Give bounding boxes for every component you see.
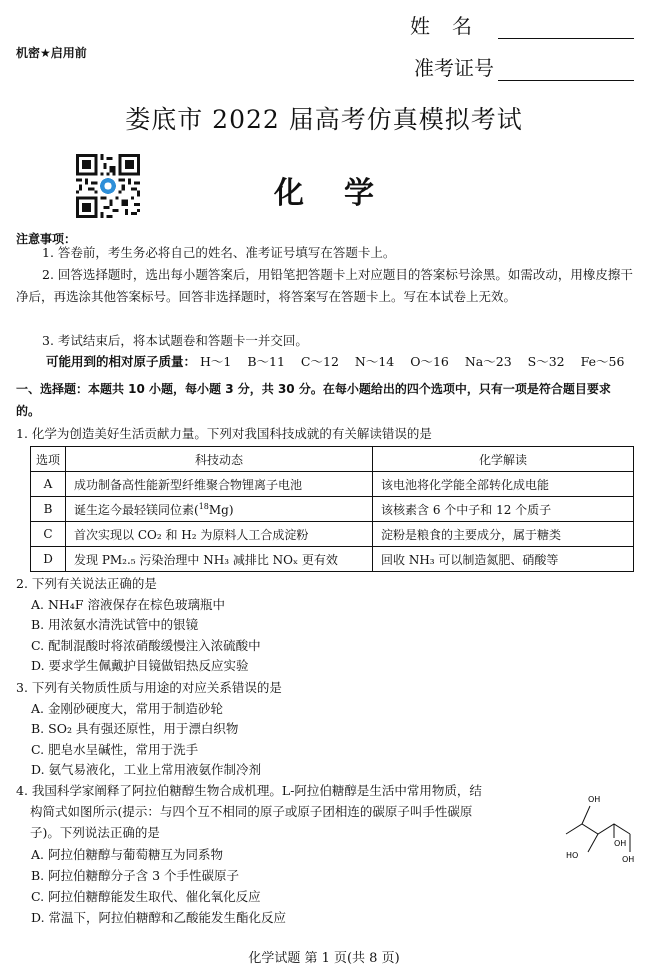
question-1-stem: 1. 化学为创造美好生活贡献力量。下列对我国科技成就的有关解读错误的是	[16, 426, 432, 441]
id-label: 准考证号	[414, 56, 494, 80]
question-2-option-d: D. 要求学生佩戴护目镜做铝热反应实验	[31, 658, 249, 673]
notice-item-3: 3. 考试结束后，将本试题卷和答题卡一并交回。	[42, 333, 308, 348]
table-tech	[66, 497, 373, 522]
section-1-heading: 一、选择题：本题共 10 小题，每小题 3 分，共 30 分。在每小题给出的四个选项中，只有一项是符合题目要求的。	[16, 382, 611, 418]
table-tech: 发现 PM₂.₅ 污染治理中 NH₃ 减排比 NOₓ 更有效	[66, 547, 373, 572]
exam-title: 娄底市 2022 届高考仿真模拟考试	[125, 105, 523, 134]
mass-c: C～12	[300, 354, 339, 369]
mol-oh-top: OH	[588, 795, 601, 804]
notice-heading: 注意事项：	[16, 232, 77, 246]
question-4-option-a: A. 阿拉伯糖醇与葡萄糖互为同系物	[31, 847, 223, 862]
atomic-masses-label: 可能用到的相对原子质量：	[46, 354, 197, 369]
mol-oh-bottom: OH	[622, 855, 635, 864]
atomic-masses	[46, 352, 636, 370]
notice-item-2: 2. 回答选择题时，选出每小题答案后，用铅笔把答题卡上对应题目的答案标号涂黑。如需改动，用橡皮擦干净后，再选涂其他答案标号。回答非选择题时，将答案写在答题卡上。写在本试卷上无效。	[16, 267, 633, 304]
question-2-option-c: C. 配制混酸时将浓硝酸缓慢注入浓硫酸中	[31, 638, 261, 653]
table-explain: 淀粉是粮食的主要成分，属于糖类	[373, 522, 634, 547]
question-3-option-c: C. 肥皂水呈碱性，常用于洗手	[31, 742, 199, 757]
question-3-option-a: A. 金刚砂硬度大，常用于制造砂轮	[31, 701, 223, 716]
question-4-option-b: B. 阿拉伯糖醇分子含 3 个手性碳原子	[31, 868, 240, 883]
table-header-explain: 化学解读	[373, 447, 634, 472]
name-label: 姓名	[410, 14, 494, 38]
mass-o: O～16	[410, 354, 449, 369]
question-2-option-a: A. NH₄F 溶液保存在棕色玻璃瓶中	[31, 597, 225, 612]
table-tech: 成功制备高性能新型纤维聚合物锂离子电池	[66, 472, 373, 497]
question-4-option-d: D. 常温下，阿拉伯糖醇和乙酸能发生酯化反应	[31, 910, 287, 925]
mass-fe: Fe～56	[580, 354, 625, 369]
table-header-option: 选项	[31, 447, 66, 472]
table-explain: 回收 NH₃ 可以制造氮肥、硝酸等	[373, 547, 634, 572]
table-row	[31, 547, 634, 572]
table-header-row	[31, 447, 634, 472]
question-4-stem-line-1: 4. 我国科学家阐释了阿拉伯糖醇生物合成机理。L-阿拉伯糖醇是生活中常用物质，结	[16, 783, 482, 798]
question-4-stem-line-2: 构简式如图所示(提示：与四个互不相同的原子或原子团相连的碳原子叫手性碳原	[30, 804, 473, 819]
table-option: B	[31, 497, 66, 522]
question-3-option-d: D. 氨气易液化，工业上常用液氨作制冷剂	[31, 762, 262, 777]
table-option: A	[31, 472, 66, 497]
id-line	[498, 58, 634, 81]
mass-s: S～32	[527, 354, 565, 369]
question-4-stem-line-3: 子)。下列说法正确的是	[30, 825, 160, 840]
question-2-stem: 2. 下列有关说法正确的是	[16, 576, 157, 591]
question-1-table	[30, 446, 634, 572]
notice-item-1: 1. 答卷前，考生务必将自己的姓名、准考证号填写在答题卡上。	[42, 245, 396, 260]
mol-oh-right: OH	[614, 839, 627, 848]
question-4-option-c: C. 阿拉伯糖醇能发生取代、催化氧化反应	[31, 889, 261, 904]
mass-b: B～11	[247, 354, 285, 369]
question-2-option-b: B. 用浓氨水清洗试管中的银镜	[31, 617, 199, 632]
name-line	[498, 16, 634, 39]
question-3-stem: 3. 下列有关物质性质与用途的对应关系错误的是	[16, 680, 282, 695]
table-explain: 该核素含 6 个中子和 12 个质子	[373, 497, 634, 522]
question-3-option-b: B. SO₂ 具有强还原性，用于漂白织物	[31, 721, 239, 736]
arabitol-structure-diagram	[560, 786, 648, 886]
table-explain: 该电池将化学能全部转化成电能	[373, 472, 634, 497]
subject-title: 化学	[274, 176, 414, 211]
table-row	[31, 472, 634, 497]
page-footer: 化学试题 第 1 页(共 8 页)	[248, 951, 400, 966]
mass-na: Na～23	[464, 354, 512, 369]
table-tech: 首次实现以 CO₂ 和 H₂ 为原料人工合成淀粉	[66, 522, 373, 547]
secret-label: 机密★启用前	[16, 46, 87, 60]
table-tech-post: Mg)	[208, 502, 234, 517]
table-row	[31, 522, 634, 547]
mass-h: H～1	[200, 354, 232, 369]
mass-n: N～14	[354, 354, 395, 369]
question-4-stem	[16, 780, 561, 843]
table-header-tech: 科技动态	[66, 447, 373, 472]
bond-top	[582, 806, 590, 824]
isotope-mass-number: 18	[198, 501, 209, 511]
mol-ho-left: HO	[566, 851, 579, 860]
name-field[interactable]	[410, 10, 634, 39]
table-option: C	[31, 522, 66, 547]
table-tech-pre: 诞生迄今最轻镁同位素(	[74, 502, 199, 517]
bond-lower-left	[588, 834, 598, 852]
id-field[interactable]	[414, 52, 634, 81]
table-option: D	[31, 547, 66, 572]
table-row	[31, 497, 634, 522]
